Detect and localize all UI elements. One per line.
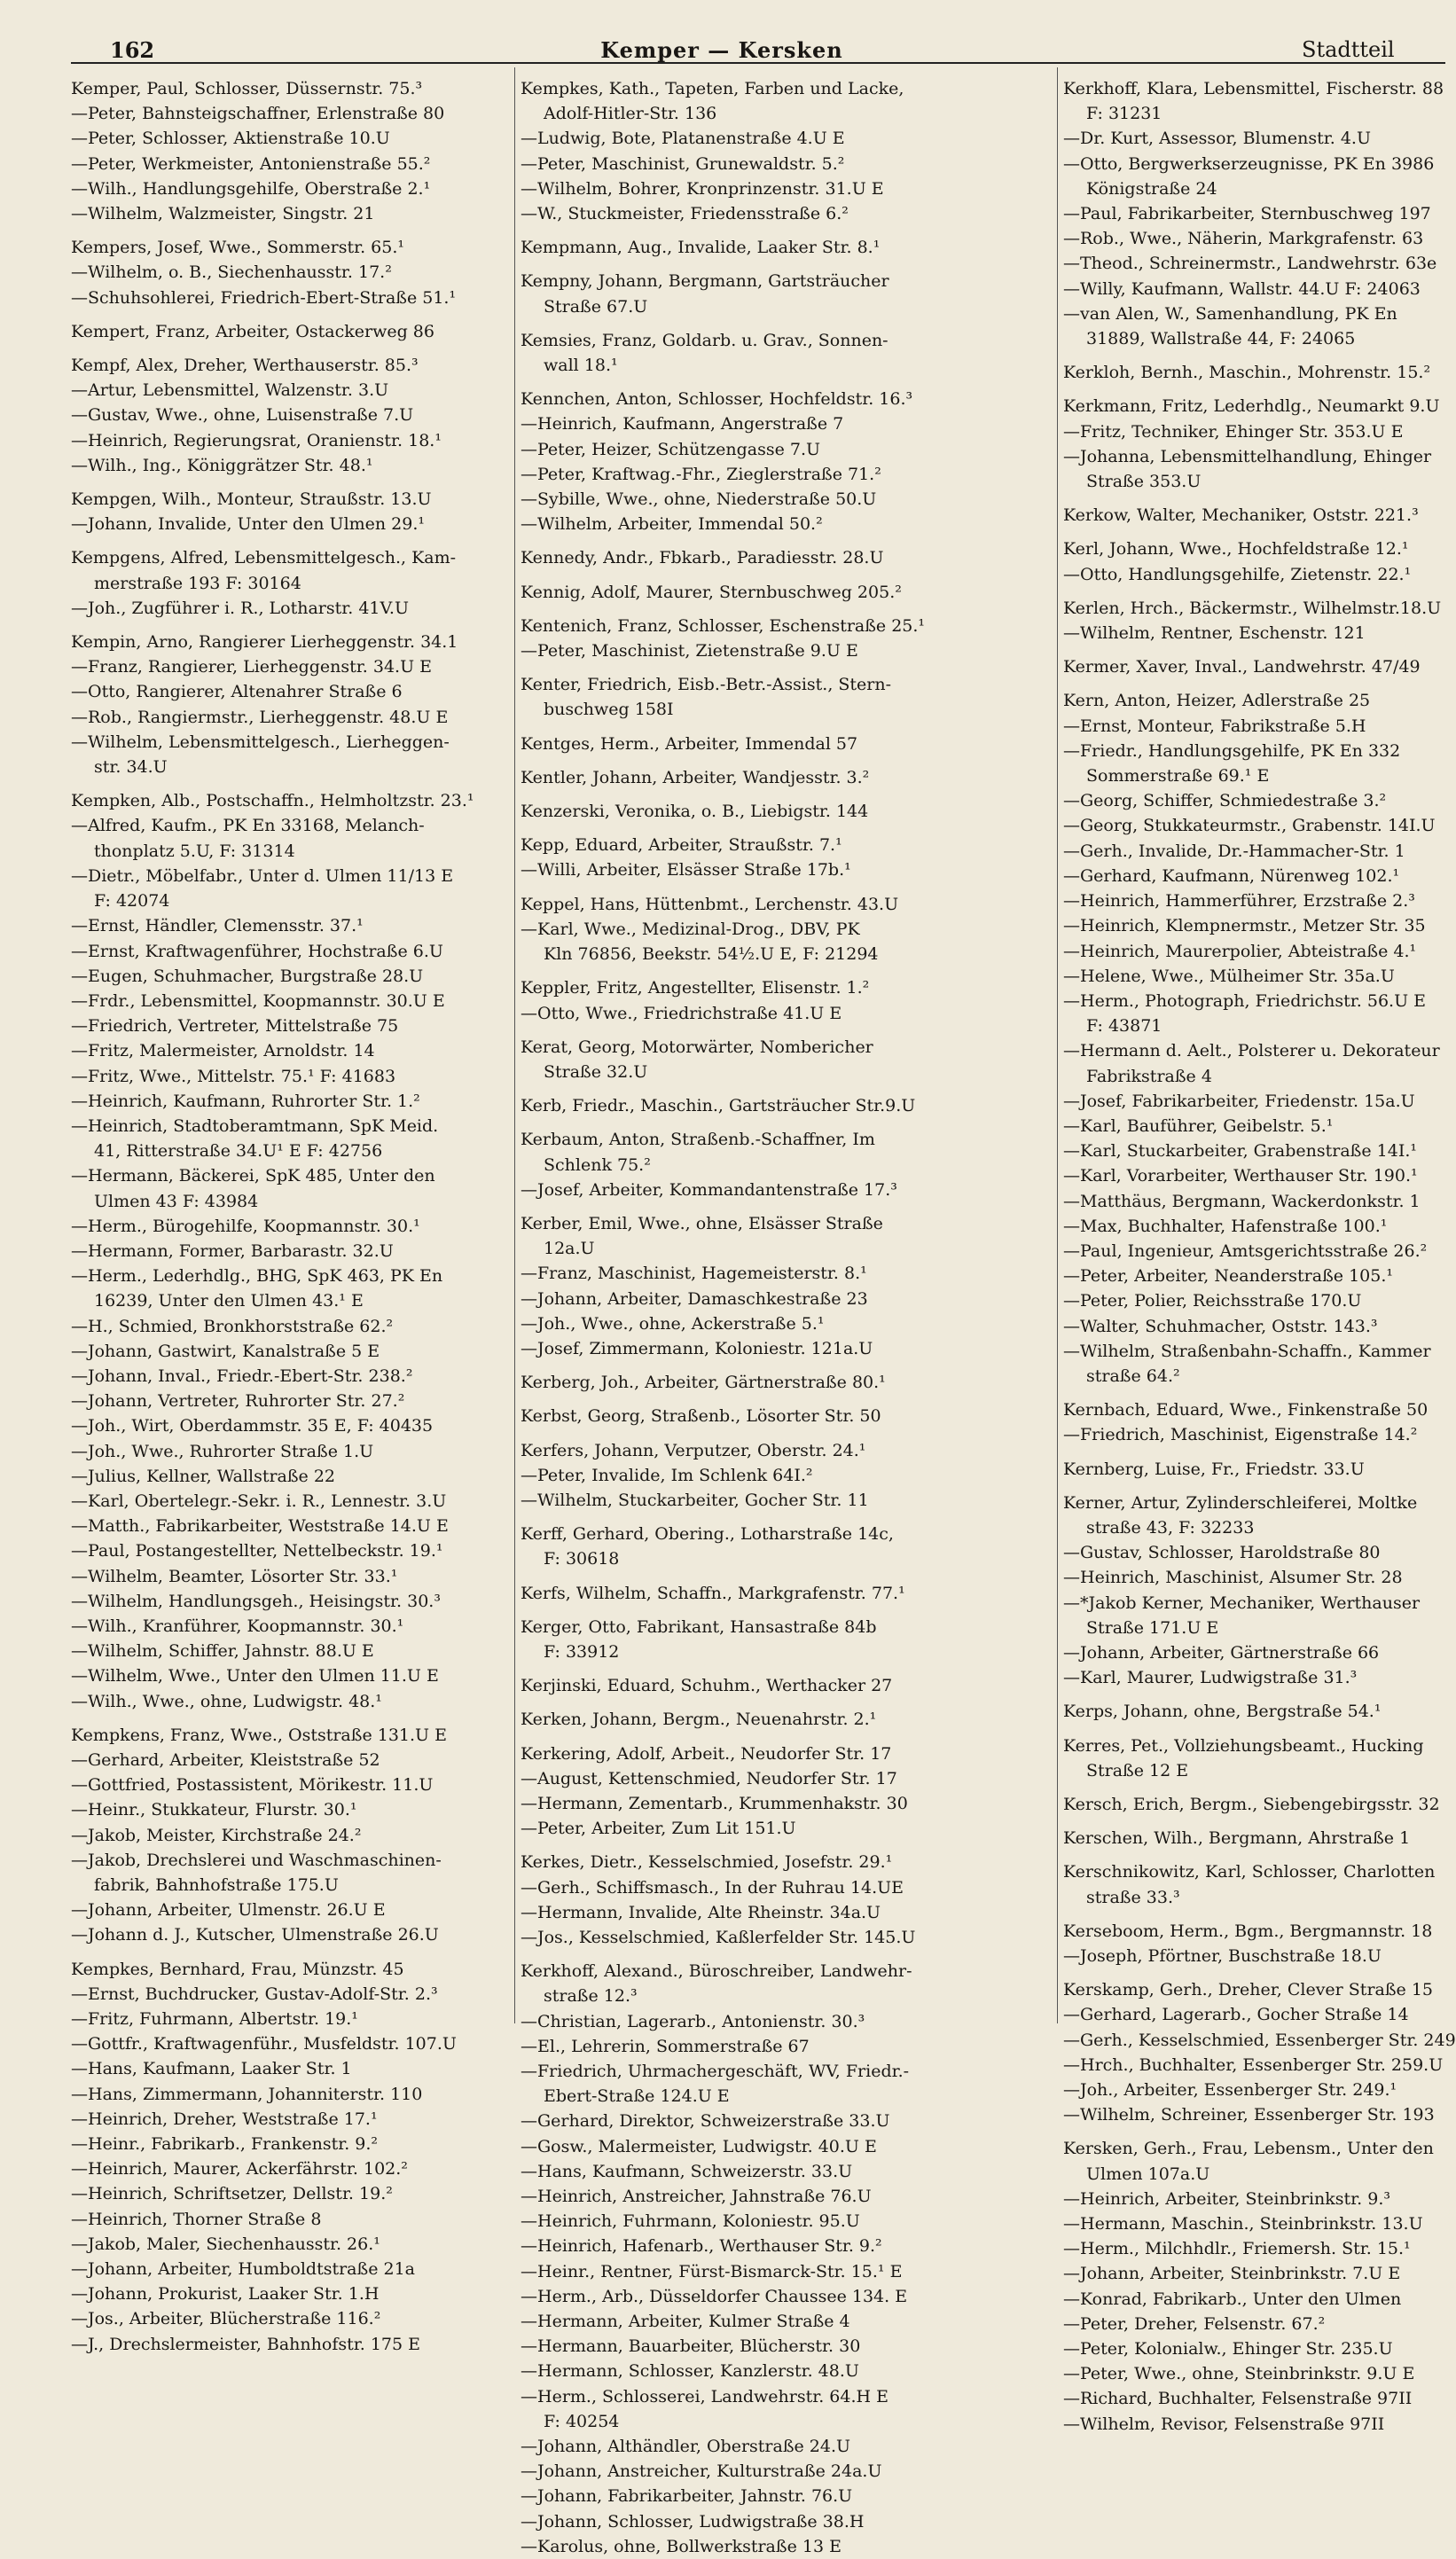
directory-entry: —Ernst, Händler, Clemensstr. 37.¹ bbox=[71, 916, 364, 936]
directory-entry: —Gerh., Schiffsmasch., In der Ruhrau 14.UE bbox=[521, 1877, 904, 1898]
surname-entry: Kerkloh, Bernh., Maschin., Mohrenstr. 15.² bbox=[1063, 363, 1431, 383]
directory-entry: —Sybille, Wwe., ohne, Niederstraße 50.U bbox=[521, 489, 877, 510]
directory-entry: —Johann, Arbeiter, Humboldtstraße 21a bbox=[71, 2259, 415, 2280]
directory-entry: —Konrad, Fabrikarb., Unter den Ulmen bbox=[1063, 2289, 1402, 2309]
directory-entry: —Joh., Wirt, Oberdammstr. 35 E, F: 40435 bbox=[71, 1416, 434, 1436]
directory-entry: —Georg, Stukkateurmstr., Grabenstr. 14I.U bbox=[1063, 816, 1436, 836]
directory-entry: —Gerhard, Arbeiter, Kleiststraße 52 bbox=[71, 1750, 380, 1770]
entry-continuation: Straße 32.U bbox=[544, 1061, 648, 1082]
directory-entry: —Joh., Wwe., Ruhrorter Straße 1.U bbox=[71, 1441, 374, 1461]
directory-entry: —Otto, Handlungsgehilfe, Zietenstr. 22.¹ bbox=[1063, 564, 1412, 584]
surname-entry: Kernbach, Eduard, Wwe., Finkenstraße 50 bbox=[1063, 1400, 1429, 1420]
surname-entry: Kerkhoff, Alexand., Büroschreiber, Landwehr- bbox=[521, 1961, 912, 1982]
directory-entry: —Gerhard, Kaufmann, Nürenweg 102.¹ bbox=[1063, 865, 1400, 886]
directory-entry: —Willi, Arbeiter, Elsässer Straße 17b.¹ bbox=[521, 860, 851, 880]
directory-entry: —Peter, Werkmeister, Antonienstraße 55.² bbox=[71, 153, 431, 174]
directory-entry: —Ludwig, Bote, Platanenstraße 4.U E bbox=[521, 129, 845, 149]
directory-entry: —H., Schmied, Bronkhorststraße 62.² bbox=[71, 1316, 394, 1336]
directory-entry: —Paul, Postangestellter, Nettelbeckstr. 19.¹ bbox=[71, 1541, 443, 1561]
directory-entry: —Hrch., Buchhalter, Essenberger Str. 259.U bbox=[1063, 2054, 1444, 2075]
directory-columns bbox=[71, 67, 1456, 2556]
entry-continuation: F: 40254 bbox=[544, 2411, 620, 2431]
directory-entry: —Joh., Wwe., ohne, Ackerstraße 5.¹ bbox=[521, 1313, 825, 1334]
directory-entry: —Otto, Wwe., Friedrichstraße 41.U E bbox=[521, 1003, 842, 1023]
directory-entry: —August, Kettenschmied, Neudorfer Str. 17 bbox=[521, 1768, 897, 1788]
entry-continuation: fabrik, Bahnhofstraße 175.U bbox=[94, 1875, 339, 1896]
surname-entry: Kennig, Adolf, Maurer, Sternbuschweg 205.² bbox=[521, 582, 902, 602]
directory-entry: —W., Stuckmeister, Friedensstraße 6.² bbox=[521, 204, 849, 224]
surname-entry: Kersken, Gerh., Frau, Lebensm., Unter den bbox=[1063, 2139, 1434, 2159]
column-1 bbox=[71, 67, 511, 2354]
directory-entry: —*Jakob Kerner, Mechaniker, Werthauser bbox=[1063, 1593, 1421, 1613]
directory-entry: —Heinr., Stukkateur, Flurstr. 30.¹ bbox=[71, 1800, 357, 1820]
directory-entry: —Wilh., Handlungsgehilfe, Oberstraße 2.¹ bbox=[71, 178, 431, 199]
surname-entry: Kerbst, Georg, Straßenb., Lösorter Str. 50 bbox=[521, 1406, 881, 1427]
entry-continuation: F: 42074 bbox=[94, 891, 170, 912]
directory-entry: —Matth., Fabrikarbeiter, Weststraße 14.U E bbox=[71, 1516, 449, 1537]
running-title: Kemper — Kersken bbox=[600, 37, 843, 63]
surname-entry: Kerger, Otto, Fabrikant, Hansastraße 84b bbox=[521, 1616, 877, 1637]
directory-entry: —Willy, Kaufmann, Wallstr. 44.U F: 24063 bbox=[1063, 278, 1421, 299]
surname-entry: Kerkmann, Fritz, Lederhdlg., Neumarkt 9.U bbox=[1063, 396, 1440, 417]
directory-entry: —Paul, Fabrikarbeiter, Sternbuschweg 197 bbox=[1063, 204, 1431, 224]
directory-entry: —Max, Buchhalter, Hafenstraße 100.¹ bbox=[1063, 1216, 1388, 1236]
directory-entry: —Wilhelm, Wwe., Unter den Ulmen 11.U E bbox=[71, 1666, 439, 1686]
entry-continuation: Straße 67.U bbox=[544, 296, 648, 317]
directory-entry: —Heinrich, Kaufmann, Angerstraße 7 bbox=[521, 414, 844, 434]
surname-entry: Kempgen, Wilh., Monteur, Straußstr. 13.U bbox=[71, 489, 432, 510]
surname-entry: Kempkens, Franz, Wwe., Oststraße 131.U E bbox=[71, 1725, 447, 1745]
page-number: 162 bbox=[110, 37, 155, 63]
entry-continuation: Straße 12 E bbox=[1086, 1760, 1189, 1780]
directory-entry: —Rob., Rangiermstr., Lierheggenstr. 48.U E bbox=[71, 707, 449, 727]
directory-entry: —Hermann, Bäckerei, SpK 485, Unter den bbox=[71, 1166, 435, 1186]
directory-entry: —van Alen, W., Samenhandlung, PK En bbox=[1063, 303, 1397, 324]
surname-entry: Kerberg, Joh., Arbeiter, Gärtnerstraße 80.¹ bbox=[521, 1373, 886, 1393]
directory-entry: —Peter, Kolonialw., Ehinger Str. 235.U bbox=[1063, 2339, 1393, 2359]
surname-entry: Kersch, Erich, Bergm., Siebengebirgsstr. 32 bbox=[1063, 1795, 1440, 1814]
surname-entry: Kempert, Franz, Arbeiter, Ostackerweg 86 bbox=[71, 321, 434, 341]
surname-entry: Kempin, Arno, Rangierer Lierheggenstr. 34.1 bbox=[71, 632, 458, 653]
surname-entry: Kempkes, Bernhard, Frau, Münzstr. 45 bbox=[71, 1959, 404, 1979]
directory-entry: —Fritz, Techniker, Ehinger Str. 353.U E bbox=[1063, 421, 1404, 442]
directory-entry: —Ernst, Kraftwagenführer, Hochstraße 6.U bbox=[71, 941, 443, 961]
directory-entry: —Rob., Wwe., Näherin, Markgrafenstr. 63 bbox=[1063, 229, 1424, 249]
directory-entry: —Otto, Rangierer, Altenahrer Straße 6 bbox=[71, 682, 403, 702]
surname-entry: Kentenich, Franz, Schlosser, Eschenstraße 25.¹ bbox=[521, 615, 926, 636]
directory-entry: —Johann, Arbeiter, Gärtnerstraße 66 bbox=[1063, 1642, 1380, 1663]
directory-entry: —Eugen, Schuhmacher, Burgstraße 28.U bbox=[71, 966, 424, 986]
directory-entry: —Hermann d. Aelt., Polsterer u. Dekorateur bbox=[1063, 1041, 1440, 1061]
directory-entry: —Karl, Wwe., Medizinal-Drog., DBV, PK bbox=[521, 919, 860, 939]
surname-entry: Kerfs, Wilhelm, Schaffn., Markgrafenstr. 77.¹ bbox=[521, 1583, 905, 1603]
entry-continuation: Schlenk 75.² bbox=[544, 1154, 651, 1175]
surname-entry: Kerkering, Adolf, Arbeit., Neudorfer Str. 17 bbox=[521, 1743, 892, 1764]
directory-entry: —Gottfried, Postassistent, Mörikestr. 11.U bbox=[71, 1775, 434, 1796]
directory-entry: —Gottfr., Kraftwagenführ., Musfeldstr. 107.U bbox=[71, 2034, 457, 2054]
directory-entry: —Alfred, Kaufm., PK En 33168, Melanch- bbox=[71, 816, 425, 836]
directory-entry: —Peter, Maschinist, Zietenstraße 9.U E bbox=[521, 641, 858, 661]
surname-entry: Kempers, Josef, Wwe., Sommerstr. 65.¹ bbox=[71, 238, 405, 258]
directory-entry: —El., Lehrerin, Sommerstraße 67 bbox=[521, 2036, 810, 2056]
entry-continuation: Sommerstraße 69.¹ E bbox=[1086, 766, 1270, 786]
entry-continuation: Ulmen 107a.U bbox=[1086, 2164, 1210, 2184]
surname-entry: Kemper, Paul, Schlosser, Düssernstr. 75.³ bbox=[71, 79, 423, 98]
directory-entry: —Schuhsohlerei, Friedrich-Ebert-Straße 51.¹ bbox=[71, 287, 457, 308]
directory-entry: —Heinrich, Schriftsetzer, Dellstr. 19.² bbox=[71, 2184, 393, 2204]
directory-entry: —Heinrich, Fuhrmann, Koloniestr. 95.U bbox=[521, 2211, 860, 2232]
surname-entry: Kepp, Eduard, Arbeiter, Straußstr. 7.¹ bbox=[521, 835, 842, 856]
directory-entry: —Gerh., Kesselschmied, Essenberger Str. 249 bbox=[1063, 2030, 1456, 2050]
surname-entry: Kerfers, Johann, Verputzer, Oberstr. 24.¹ bbox=[521, 1440, 866, 1460]
directory-entry: —Ernst, Buchdrucker, Gustav-Adolf-Str. 2.³ bbox=[71, 1984, 438, 2004]
directory-entry: —Peter, Dreher, Felsenstr. 67.² bbox=[1063, 2313, 1326, 2334]
entry-continuation: straße 33.³ bbox=[1086, 1887, 1180, 1907]
directory-entry: —Hans, Kaufmann, Schweizerstr. 33.U bbox=[521, 2161, 853, 2181]
surname-entry: Kerner, Artur, Zylinderschleiferei, Moltke bbox=[1063, 1492, 1418, 1513]
directory-entry: —Wilhelm, Stuckarbeiter, Gocher Str. 11 bbox=[521, 1490, 869, 1510]
directory-entry: —Walter, Schuhmacher, Oststr. 143.³ bbox=[1063, 1316, 1378, 1336]
surname-entry: Kerlen, Hrch., Bäckermstr., Wilhelmstr.18.U bbox=[1063, 598, 1442, 618]
directory-entry: —Heinrich, Maschinist, Alsumer Str. 28 bbox=[1063, 1568, 1403, 1588]
directory-entry: —Johann, Gastwirt, Kanalstraße 5 E bbox=[71, 1341, 380, 1361]
surname-entry: Kerkes, Dietr., Kesselschmied, Josefstr. 29.¹ bbox=[521, 1852, 893, 1873]
directory-entry: —Julius, Kellner, Wallstraße 22 bbox=[71, 1466, 336, 1486]
directory-entry: —Richard, Buchhalter, Felsenstraße 97II bbox=[1063, 2389, 1413, 2409]
surname-entry: Kempken, Alb., Postschaffn., Helmholtzstr. 23.¹ bbox=[71, 791, 474, 811]
directory-entry: —Fritz, Wwe., Mittelstr. 75.¹ F: 41683 bbox=[71, 1066, 396, 1086]
directory-entry: —Peter, Schlosser, Aktienstraße 10.U bbox=[71, 129, 390, 149]
directory-entry: —Peter, Arbeiter, Zum Lit 151.U bbox=[521, 1819, 796, 1839]
directory-entry: —Wilh., Kranführer, Koopmannstr. 30.¹ bbox=[71, 1616, 404, 1636]
entry-continuation: 16239, Unter den Ulmen 43.¹ E bbox=[94, 1291, 364, 1311]
header-rule bbox=[71, 62, 1445, 64]
directory-entry: —Fritz, Fuhrmann, Albertstr. 19.¹ bbox=[71, 2009, 358, 2030]
directory-entry: —Herm., Photograph, Friedrichstr. 56.U E bbox=[1063, 990, 1427, 1011]
surname-entry: Kerres, Pet., Vollziehungsbeamt., Hucking bbox=[1063, 1735, 1424, 1756]
directory-entry: —Wilhelm, Walzmeister, Singstr. 21 bbox=[71, 204, 375, 224]
directory-entry: —Jakob, Drechslerei und Waschmaschinen- bbox=[71, 1850, 442, 1870]
surname-entry: Kerschen, Wilh., Bergmann, Ahrstraße 1 bbox=[1063, 1828, 1411, 1849]
directory-entry: —Johann, Fabrikarbeiter, Jahnstr. 76.U bbox=[521, 2486, 853, 2507]
entry-continuation: Kln 76856, Beekstr. 54½.U E, F: 21294 bbox=[544, 944, 879, 965]
directory-entry: —Joh., Zugführer i. R., Lotharstr. 41V.U bbox=[71, 598, 409, 618]
entry-continuation: F: 30618 bbox=[544, 1549, 620, 1569]
directory-entry: —Jakob, Meister, Kirchstraße 24.² bbox=[71, 1825, 362, 1845]
surname-entry: Kerjinski, Eduard, Schuhm., Werthacker 27 bbox=[521, 1676, 893, 1696]
surname-entry: Kempmann, Aug., Invalide, Laaker Str. 8.¹ bbox=[521, 238, 881, 258]
surname-entry: Kempny, Johann, Bergmann, Gartsträucher bbox=[521, 271, 889, 292]
surname-entry: Kerber, Emil, Wwe., ohne, Elsässer Straße bbox=[521, 1213, 883, 1233]
directory-entry: —Johann, Anstreicher, Kulturstraße 24a.U bbox=[521, 2461, 882, 2482]
entry-continuation: str. 34.U bbox=[94, 757, 168, 778]
surname-entry: Kermer, Xaver, Inval., Landwehrstr. 47/49 bbox=[1063, 657, 1421, 677]
directory-entry: —Gerh., Invalide, Dr.-Hammacher-Str. 1 bbox=[1063, 841, 1405, 861]
directory-entry: —Heinrich, Anstreicher, Jahnstraße 76.U bbox=[521, 2187, 872, 2207]
directory-entry: —Hermann, Schlosser, Kanzlerstr. 48.U bbox=[521, 2361, 859, 2382]
surname-entry: Kerl, Johann, Wwe., Hochfeldstraße 12.¹ bbox=[1063, 539, 1409, 560]
entry-continuation: F: 31231 bbox=[1086, 104, 1162, 124]
directory-entry: —Hans, Kaufmann, Laaker Str. 1 bbox=[71, 2059, 352, 2079]
surname-entry: Kernberg, Luise, Fr., Friedstr. 33.U bbox=[1063, 1459, 1365, 1479]
surname-entry: Kempgens, Alfred, Lebensmittelgesch., Kam- bbox=[71, 548, 457, 568]
directory-entry: —Theod., Schreinermstr., Landwehrstr. 63e bbox=[1063, 254, 1437, 274]
directory-entry: —Karl, Stuckarbeiter, Grabenstraße 14I.¹ bbox=[1063, 1141, 1417, 1162]
surname-entry: Kenzerski, Veronika, o. B., Liebigstr. 144 bbox=[521, 802, 869, 822]
directory-entry: —Heinrich, Hammerführer, Erzstraße 2.³ bbox=[1063, 891, 1415, 912]
directory-entry: —Wilh., Ing., Königgrätzer Str. 48.¹ bbox=[71, 455, 373, 475]
directory-entry: —Johann, Arbeiter, Ulmenstr. 26.U E bbox=[71, 1900, 386, 1921]
directory-entry: —Matthäus, Bergmann, Wackerdonkstr. 1 bbox=[1063, 1191, 1421, 1211]
directory-entry: —Heinrich, Hafenarb., Werthauser Str. 9.² bbox=[521, 2236, 882, 2257]
directory-entry: —Johann, Arbeiter, Steinbrinkstr. 7.U E bbox=[1063, 2264, 1401, 2284]
entry-continuation: straße 64.² bbox=[1086, 1366, 1180, 1386]
surname-entry: Kerkow, Walter, Mechaniker, Oststr. 221.³ bbox=[1063, 505, 1419, 526]
directory-entry: —Heinr., Rentner, Fürst-Bismarck-Str. 15.¹ E bbox=[521, 2261, 903, 2281]
directory-entry: —Gerhard, Direktor, Schweizerstraße 33.U bbox=[521, 2111, 890, 2132]
directory-entry: —Otto, Bergwerkserzeugnisse, PK En 3986 bbox=[1063, 153, 1435, 174]
directory-entry: —Herm., Bürogehilfe, Koopmannstr. 30.¹ bbox=[71, 1216, 420, 1236]
directory-entry: —Hermann, Former, Barbarastr. 32.U bbox=[71, 1240, 394, 1261]
entry-continuation: F: 43871 bbox=[1086, 1016, 1162, 1037]
directory-entry: —Jos., Kesselschmied, Kaßlerfelder Str. 145.U bbox=[521, 1928, 916, 1947]
directory-entry: —Joh., Arbeiter, Essenberger Str. 249.¹ bbox=[1063, 2080, 1397, 2101]
directory-entry: —Johann, Vertreter, Ruhrorter Str. 27.² bbox=[71, 1391, 405, 1412]
directory-entry: —Hans, Zimmermann, Johanniterstr. 110 bbox=[71, 2084, 423, 2104]
directory-entry: —Joseph, Pförtner, Buschstraße 18.U bbox=[1063, 1946, 1382, 1967]
surname-entry: Keppler, Fritz, Angestellter, Elisenstr. 1.² bbox=[521, 978, 870, 998]
directory-entry: —Hermann, Bauarbeiter, Blücherstr. 30 bbox=[521, 2336, 861, 2357]
directory-entry: —Hermann, Arbeiter, Kulmer Straße 4 bbox=[521, 2312, 850, 2332]
column-3 bbox=[1057, 67, 1456, 2434]
surname-entry: Kern, Anton, Heizer, Adlerstraße 25 bbox=[1063, 691, 1371, 711]
directory-entry: —Gustav, Wwe., ohne, Luisenstraße 7.U bbox=[71, 405, 414, 426]
directory-entry: —Johann, Schlosser, Ludwigstraße 38.H bbox=[521, 2511, 865, 2532]
surname-entry: Kerb, Friedr., Maschin., Gartsträucher Str.9.U bbox=[521, 1096, 916, 1116]
directory-entry: —Heinrich, Dreher, Weststraße 17.¹ bbox=[71, 2109, 378, 2129]
entry-continuation: merstraße 193 F: 30164 bbox=[94, 573, 301, 593]
directory-entry: —Wilhelm, Straßenbahn-Schaffn., Kammer bbox=[1063, 1341, 1431, 1361]
directory-entry: —Dietr., Möbelfabr., Unter d. Ulmen 11/13 E bbox=[71, 865, 454, 886]
directory-entry: —Peter, Arbeiter, Neanderstraße 105.¹ bbox=[1063, 1266, 1393, 1287]
directory-entry: —Franz, Rangierer, Lierheggenstr. 34.U E bbox=[71, 657, 433, 677]
directory-entry: —Herm., Schlosserei, Landwehrstr. 64.H E bbox=[521, 2386, 888, 2406]
directory-entry: —Heinrich, Arbeiter, Steinbrinkstr. 9.³ bbox=[1063, 2188, 1390, 2209]
directory-entry: —Peter, Invalide, Im Schlenk 64I.² bbox=[521, 1465, 813, 1485]
entry-continuation: straße 12.³ bbox=[544, 1986, 638, 2007]
directory-entry: —Ernst, Monteur, Fabrikstraße 5.H bbox=[1063, 716, 1366, 736]
directory-entry: —Christian, Lagerarb., Antonienstr. 30.³ bbox=[521, 2011, 865, 2031]
surname-entry: Kerken, Johann, Bergm., Neuenahrstr. 2.¹ bbox=[521, 1710, 877, 1730]
surname-entry: Kempkes, Kath., Tapeten, Farben und Lacke, bbox=[521, 79, 904, 98]
directory-entry: —Dr. Kurt, Assessor, Blumenstr. 4.U bbox=[1063, 129, 1371, 149]
entry-continuation: F: 33912 bbox=[544, 1641, 620, 1662]
surname-entry: Kentler, Johann, Arbeiter, Wandjesstr. 3.² bbox=[521, 767, 870, 787]
entry-continuation: Straße 171.U E bbox=[1086, 1617, 1219, 1638]
surname-entry: Kennedy, Andr., Fbkarb., Paradiesstr. 28.U bbox=[521, 548, 884, 568]
directory-entry: —Wilhelm, Schreiner, Essenberger Str. 193 bbox=[1063, 2105, 1435, 2125]
directory-entry: —Heinrich, Kaufmann, Ruhrorter Str. 1.² bbox=[71, 1091, 420, 1111]
directory-entry: —Wilh., Wwe., ohne, Ludwigstr. 48.¹ bbox=[71, 1691, 382, 1711]
directory-entry: —Friedr., Handlungsgehilfe, PK En 332 bbox=[1063, 740, 1401, 761]
directory-entry: —Friedrich, Uhrmachergeschäft, WV, Friedr.- bbox=[521, 2062, 910, 2082]
directory-entry: —Heinrich, Stadtoberamtmann, SpK Meid. bbox=[71, 1115, 439, 1136]
directory-entry: —Wilhelm, Revisor, Felsenstraße 97II bbox=[1063, 2414, 1385, 2434]
surname-entry: Kempf, Alex, Dreher, Werthauserstr. 85.³ bbox=[71, 356, 419, 376]
directory-entry: —Wilhelm, Handlungsgeh., Heisingstr. 30.³ bbox=[71, 1591, 441, 1611]
directory-entry: —Peter, Heizer, Schützengasse 7.U bbox=[521, 439, 821, 459]
directory-entry: —Johann, Althändler, Oberstraße 24.U bbox=[521, 2437, 851, 2457]
page-header bbox=[0, 0, 1444, 66]
directory-entry: —Wilhelm, Rentner, Eschenstr. 121 bbox=[1063, 623, 1366, 644]
directory-entry: —Johann, Invalide, Unter den Ulmen 29.¹ bbox=[71, 514, 426, 535]
surname-entry: Kentges, Herm., Arbeiter, Immendal 57 bbox=[521, 733, 858, 754]
surname-entry: Kerff, Gerhard, Obering., Lotharstraße 14c, bbox=[521, 1524, 894, 1545]
surname-entry: Kerat, Georg, Motorwärter, Nombericher bbox=[521, 1037, 873, 1057]
directory-entry: —Johann, Inval., Friedr.-Ebert-Str. 238.² bbox=[71, 1366, 413, 1386]
surname-entry: Kerbaum, Anton, Straßenb.-Schaffner, Im bbox=[521, 1130, 875, 1150]
directory-entry: —Karl, Obertelegr.-Sekr. i. R., Lennestr. 3.U bbox=[71, 1491, 447, 1511]
column-2 bbox=[514, 67, 1058, 2556]
directory-entry: —Friedrich, Maschinist, Eigenstraße 14.² bbox=[1063, 1425, 1418, 1445]
directory-entry: —Karl, Maurer, Ludwigstraße 31.³ bbox=[1063, 1668, 1358, 1688]
directory-entry: —Peter, Maschinist, Grunewaldstr. 5.² bbox=[521, 153, 845, 174]
directory-entry: —Johann, Arbeiter, Damaschkestraße 23 bbox=[521, 1288, 868, 1309]
entry-continuation: Ulmen 43 F: 43984 bbox=[94, 1191, 259, 1211]
entry-continuation: 31889, Wallstraße 44, F: 24065 bbox=[1086, 329, 1356, 349]
directory-entry: —Karolus, ohne, Bollwerkstraße 13 E bbox=[521, 2536, 842, 2556]
section-label: Stadtteil bbox=[1302, 37, 1395, 62]
directory-entry: —Gosw., Malermeister, Ludwigstr. 40.U E bbox=[521, 2136, 877, 2156]
directory-entry: —Herm., Milchhdlr., Friemersh. Str. 15.¹ bbox=[1063, 2239, 1411, 2259]
directory-entry: —Peter, Kraftwag.-Fhr., Zieglerstraße 71.² bbox=[521, 464, 881, 484]
directory-entry: —Josef, Zimmermann, Koloniestr. 121a.U bbox=[521, 1338, 873, 1358]
entry-continuation: Adolf-Hitler-Str. 136 bbox=[544, 104, 717, 124]
directory-entry: —Peter, Bahnsteigschaffner, Erlenstraße 80 bbox=[71, 104, 445, 124]
directory-entry: —Friedrich, Vertreter, Mittelstraße 75 bbox=[71, 1016, 399, 1037]
entry-continuation: straße 43, F: 32233 bbox=[1086, 1517, 1255, 1538]
entry-continuation: buschweg 158I bbox=[544, 700, 674, 720]
entry-continuation: Fabrikstraße 4 bbox=[1086, 1066, 1212, 1086]
directory-entry: —Wilhelm, o. B., Siechenhausstr. 17.² bbox=[71, 262, 392, 283]
directory-entry: —J., Drechslermeister, Bahnhofstr. 175 E bbox=[71, 2334, 420, 2354]
directory-entry: —Wilhelm, Beamter, Lösorter Str. 33.¹ bbox=[71, 1566, 398, 1586]
directory-entry: —Josef, Arbeiter, Kommandantenstraße 17.³ bbox=[521, 1179, 897, 1200]
directory-entry: —Georg, Schiffer, Schmiedestraße 3.² bbox=[1063, 791, 1387, 811]
directory-entry: —Gustav, Schlosser, Haroldstraße 80 bbox=[1063, 1543, 1381, 1563]
surname-entry: Keppel, Hans, Hüttenbmt., Lerchenstr. 43.U bbox=[521, 894, 899, 914]
entry-continuation: 12a.U bbox=[544, 1239, 595, 1259]
entry-continuation: Ebert-Straße 124.U E bbox=[544, 2086, 730, 2107]
directory-entry: —Hermann, Invalide, Alte Rheinstr. 34a.U bbox=[521, 1902, 881, 1922]
directory-entry: —Frdr., Lebensmittel, Koopmannstr. 30.U E bbox=[71, 990, 445, 1011]
directory-entry: —Karl, Bauführer, Geibelstr. 5.¹ bbox=[1063, 1115, 1334, 1136]
directory-entry: —Peter, Polier, Reichsstraße 170.U bbox=[1063, 1291, 1362, 1311]
entry-continuation: wall 18.¹ bbox=[544, 356, 618, 376]
directory-entry: —Heinrich, Regierungsrat, Oranienstr. 18.¹ bbox=[71, 430, 442, 450]
directory-entry: —Herm., Arb., Düsseldorfer Chaussee 134. E bbox=[521, 2286, 908, 2306]
entry-continuation: thonplatz 5.U, F: 31314 bbox=[94, 841, 295, 861]
directory-entry: —Hermann, Maschin., Steinbrinkstr. 13.U bbox=[1063, 2214, 1423, 2234]
directory-entry: —Jos., Arbeiter, Blücherstraße 116.² bbox=[71, 2309, 381, 2329]
directory-entry: —Karl, Vorarbeiter, Werthauser Str. 190.¹ bbox=[1063, 1166, 1418, 1186]
directory-entry: —Heinr., Fabrikarb., Frankenstr. 9.² bbox=[71, 2134, 379, 2155]
directory-entry: —Gerhard, Lagerarb., Gocher Straße 14 bbox=[1063, 2005, 1409, 2025]
directory-entry: —Paul, Ingenieur, Amtsgerichtsstraße 26.² bbox=[1063, 1240, 1428, 1261]
directory-entry: —Wilhelm, Schiffer, Jahnstr. 88.U E bbox=[71, 1641, 374, 1662]
directory-entry: —Fritz, Malermeister, Arnoldstr. 14 bbox=[71, 1041, 375, 1061]
entry-continuation: Königstraße 24 bbox=[1086, 178, 1217, 199]
surname-entry: Kerskamp, Gerh., Dreher, Clever Straße 15 bbox=[1063, 1980, 1434, 2000]
directory-entry: —Wilhelm, Lebensmittelgesch., Lierheggen- bbox=[71, 732, 450, 752]
surname-entry: Kerseboom, Herm., Bgm., Bergmannstr. 18 bbox=[1063, 1921, 1433, 1941]
directory-entry: —Heinrich, Maurer, Ackerfährstr. 102.² bbox=[71, 2159, 408, 2179]
directory-entry: —Heinrich, Thorner Straße 8 bbox=[71, 2209, 322, 2229]
directory-entry: —Johann, Prokurist, Laaker Str. 1.H bbox=[71, 2284, 380, 2305]
surname-entry: Kenter, Friedrich, Eisb.-Betr.-Assist., Stern- bbox=[521, 675, 892, 695]
surname-entry: Kerkhoff, Klara, Lebensmittel, Fischerstr. 88 bbox=[1063, 79, 1444, 98]
entry-continuation: Straße 353.U bbox=[1086, 472, 1202, 492]
directory-entry: —Artur, Lebensmittel, Walzenstr. 3.U bbox=[71, 380, 389, 401]
directory-entry: —Jakob, Maler, Siechenhausstr. 26.¹ bbox=[71, 2234, 380, 2254]
surname-entry: Kemsies, Franz, Goldarb. u. Grav., Sonnen- bbox=[521, 330, 888, 350]
directory-entry: —Hermann, Zementarb., Krummenhakstr. 30 bbox=[521, 1793, 908, 1813]
directory-entry: —Wilhelm, Bohrer, Kronprinzenstr. 31.U E bbox=[521, 178, 884, 199]
directory-entry: —Johann d. J., Kutscher, Ulmenstraße 26.U bbox=[71, 1925, 439, 1945]
directory-entry: —Johanna, Lebensmittelhandlung, Ehinger bbox=[1063, 446, 1432, 466]
directory-entry: —Franz, Maschinist, Hagemeisterstr. 8.¹ bbox=[521, 1264, 867, 1284]
directory-entry: —Josef, Fabrikarbeiter, Friedenstr. 15a.U bbox=[1063, 1091, 1415, 1111]
surname-entry: Kerps, Johann, ohne, Bergstraße 54.¹ bbox=[1063, 1702, 1382, 1722]
directory-entry: —Heinrich, Klempnermstr., Metzer Str. 35 bbox=[1063, 916, 1426, 936]
directory-entry: —Herm., Lederhdlg., BHG, SpK 463, PK En bbox=[71, 1266, 443, 1287]
surname-entry: Kennchen, Anton, Schlosser, Hochfeldstr. 16.³ bbox=[521, 389, 913, 410]
surname-entry: Kerschnikowitz, Karl, Schlosser, Charlotten bbox=[1063, 1862, 1436, 1882]
directory-entry: —Peter, Wwe., ohne, Steinbrinkstr. 9.U E bbox=[1063, 2364, 1415, 2384]
directory-entry: —Heinrich, Maurerpolier, Abteistraße 4.¹ bbox=[1063, 941, 1417, 961]
directory-entry: —Helene, Wwe., Mülheimer Str. 35a.U bbox=[1063, 966, 1395, 986]
directory-entry: —Wilhelm, Arbeiter, Immendal 50.² bbox=[521, 514, 823, 535]
entry-continuation: 41, Ritterstraße 34.U¹ E F: 42756 bbox=[94, 1141, 383, 1162]
